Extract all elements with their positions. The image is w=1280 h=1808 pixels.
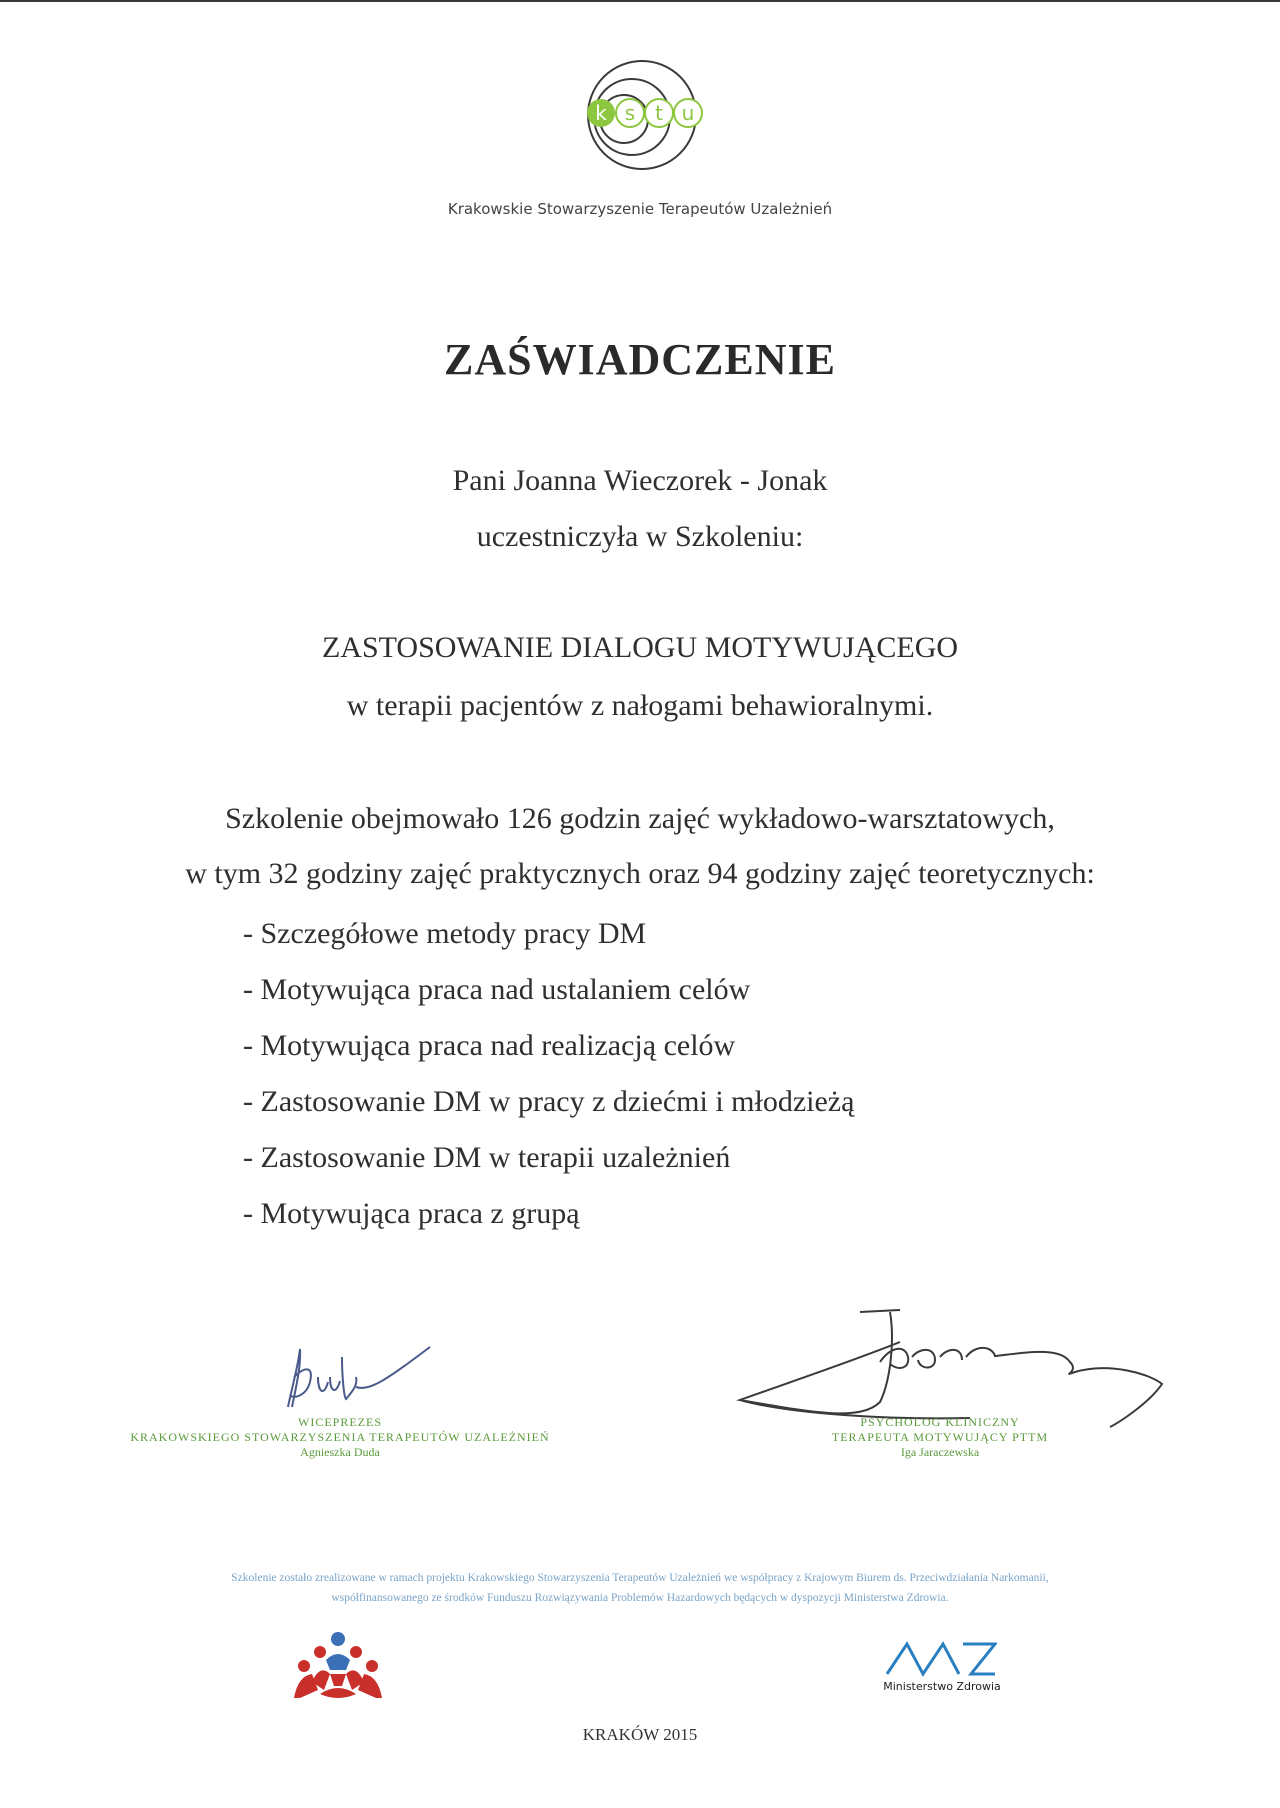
topic-item: - Motywująca praca nad ustalaniem celów <box>243 973 751 1006</box>
topic-item: - Szczegółowe metody pracy DM <box>243 917 647 950</box>
people-logo-icon <box>290 1630 386 1702</box>
logo-letter-k: k <box>595 101 607 125</box>
course-title: ZASTOSOWANIE DIALOGU MOTYWUJĄCEGO <box>321 631 959 664</box>
summary-line-1: Szkolenie obejmowało 126 godzin zajęć wykładowo-warsztatowych, <box>225 802 1055 835</box>
signatory-right-org: TERAPEUTA MOTYWUJĄCY PTTM <box>831 1430 1049 1444</box>
logo-letter-u: u <box>681 101 695 125</box>
ministry-label: Ministerstwo Zdrowia <box>883 1680 1001 1693</box>
funding-note-line-1: Szkolenie zostało zrealizowane w ramach projektu Krakowskiego Stowarzyszenia Terapeutów Uzależnień we współpracy z Krajowym Biurem ds. Przeciwdziałania Narkomanii, <box>231 1572 1049 1584</box>
logo-letter-t: t <box>655 101 663 125</box>
signatory-left <box>110 1415 570 1460</box>
signatory-left-role: WICEPREZES <box>298 1415 382 1429</box>
topic-item: - Motywująca praca nad realizacją celów <box>243 1029 736 1062</box>
signatory-left-org: KRAKOWSKIEGO STOWARZYSZENIA TERAPEUTÓW UZALEŻNIEŃ <box>130 1430 550 1444</box>
ministry-logo-icon <box>885 1638 997 1678</box>
signatory-left-name: Agnieszka Duda <box>300 1445 380 1459</box>
signatory-right-role: PSYCHOLOG KLINICZNY <box>860 1415 1020 1429</box>
kstu-logo-graphic <box>580 57 710 177</box>
organization-name: Krakowskie Stowarzyszenie Terapeutów Uzależnień <box>447 200 833 218</box>
city-year: KRAKÓW 2015 <box>582 1725 698 1744</box>
topic-item: - Zastosowanie DM w pracy z dziećmi i młodzieżą <box>243 1085 855 1118</box>
summary-line-2: w tym 32 godziny zajęć praktycznych oraz 94 godziny zajęć teoretycznych: <box>185 857 1095 890</box>
kstu-logo <box>580 57 710 177</box>
funding-note <box>120 1568 1160 1608</box>
topic-item: - Zastosowanie DM w terapii uzależnień <box>243 1141 731 1174</box>
signatory-right <box>770 1415 1110 1460</box>
certificate-title: ZAŚWIADCZENIE <box>444 335 836 384</box>
participation-text: uczestniczyła w Szkoleniu: <box>476 520 804 553</box>
topic-item: - Motywująca praca z grupą <box>243 1197 580 1230</box>
signatory-right-name: Iga Jaraczewska <box>900 1445 980 1459</box>
recipient-name: Pani Joanna Wieczorek - Jonak <box>452 464 828 497</box>
logo-letter-s: s <box>624 101 636 125</box>
signature-left <box>270 1337 440 1417</box>
course-subtitle: w terapii pacjentów z nałogami behawioralnymi. <box>346 689 934 722</box>
topics-list <box>243 906 854 1242</box>
funding-note-line-2: współfinansowanego ze środków Funduszu Rozwiązywania Problemów Hazardowych będących w dyspozycji Ministerstwa Zdrowia. <box>331 1592 949 1604</box>
